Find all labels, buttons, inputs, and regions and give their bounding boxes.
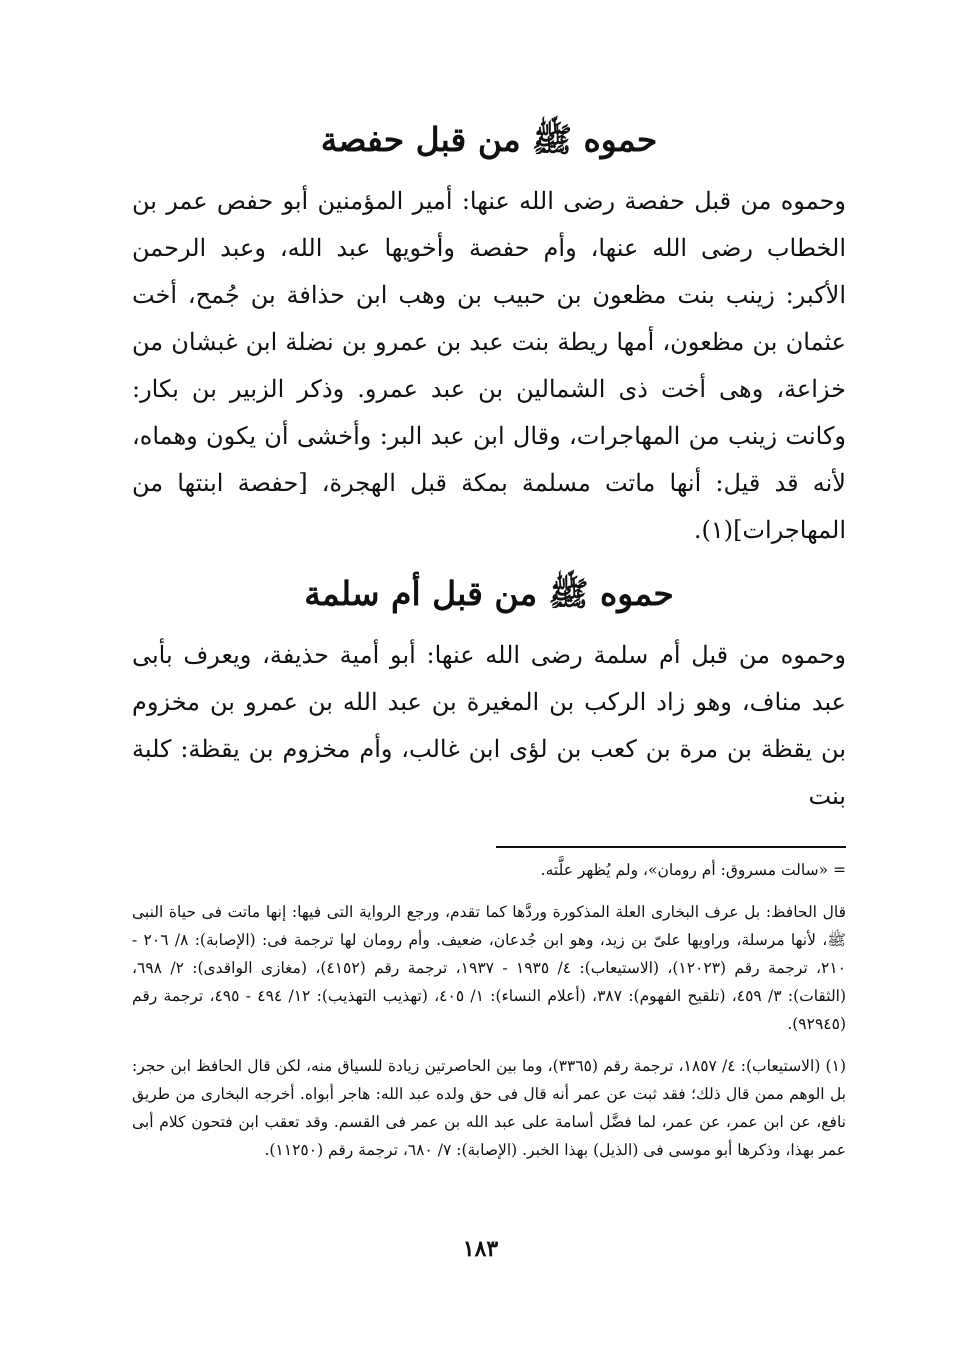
paragraph-hafsa: وحموه من قبل حفصة رضى الله عنها: أمير المؤمنين أبو حفص عمر بن الخطاب رضى الله عنها، وأم حفصة وأخويها عبد الله، وعبد الرحمن الأكبر: زينب بنت مظعون بن حبيب بن وهب ابن حذافة بن جُمح، أخت عثمان بن مظعون، أمها ريطة بنت عبد بن عمرو بن نضلة ابن غبشان من خزاعة، وهى أخت ذى الشمالين بن عبد عمرو. وذكر الزبير بن بكار: وكانت زينب من المهاجرات، وقال ابن عبد البر: وأخشى أن يكون وهماه، لأنه قد قيل: أنها ماتت مسلمة بمكة قبل الهجرة، [حفصة ابنتها من المهاجرات](١). xyxy=(132,187,846,544)
footnote-separator xyxy=(496,846,846,848)
section-heading-umm-salama: حموه ﷺ من قبل أم سلمة xyxy=(304,574,674,613)
paragraph-umm-salama: وحموه من قبل أم سلمة رضى الله عنها: أبو أمية حذيفة، ويعرف بأبى عبد مناف، وهو زاد الركب بن المغيرة بن عبد الله بن عمرو بن مخزوم بن يقظة بن مرة بن كعب بن لؤى ابن غالب، وأم مخزوم بن يقظة: كلبة بنت xyxy=(132,641,846,810)
footnote-continuation-line: = «سالت مسروق: أم رومان»، ولم يُظهر علَّته. xyxy=(540,861,846,879)
footnote-continuation-block: قال الحافظ: بل عرف البخارى العلة المذكورة وردَّها كما تقدم، ورجع الرواية التى فيها: إنها ماتت فى حياة النبى ﷺ، لأنها مرسلة، وراويها علىّ بن زيد، وهو ابن جُدعان، ضعيف. وأم رومان لها ترجمة فى: (الإصابة): ٨/ ٢٠٦ - ٢١٠، ترجمة رقم (١٢٠٢٣)، (الاستيعاب): ٤/ ١٩٣٥ - ١٩٣٧، ترجمة رقم (٤١٥٢)، (مغازى الواقدى): ٢/ ٦٩٨، (الثقات): ٣/ ٤٥٩، (تلقيح الفهوم): ٣٨٧، (أعلام النساء): ١/ ٤٠٥، (تهذيب التهذيب): ١٢/ ٤٩٤ - ٤٩٥، ترجمة رقم (٩٢٩٤٥). xyxy=(132,903,847,1033)
footnote-1: (١) (الاستيعاب): ٤/ ١٨٥٧، ترجمة رقم (٣٣٦٥)، وما بين الحاصرتين زيادة للسياق منه، لكن قال الحافظ ابن حجر: بل الوهم ممن قال ذلك؛ فقد ثبت عن عمر أنه قال فى حق ولده عبد الله: هاجر أبواه. أخرجه البخارى من طريق نافع، عن ابن عمر، عن عمر، لما فضَّل أسامة على عبد الله بن عمر فى القسم. وقد تعقب ابن فتحون كلام أبى عمر بهذا، وذكرها أبو موسى فى (الذيل) بهذا الخبر. (الإصابة): ٧/ ٦٨٠، ترجمة رقم (١١٢٥٠). xyxy=(132,1057,846,1159)
section-heading-hafsa: حموه ﷺ من قبل حفصة xyxy=(320,120,658,159)
page-number: ١٨٣ xyxy=(462,1236,499,1262)
page-body xyxy=(132,110,846,1164)
